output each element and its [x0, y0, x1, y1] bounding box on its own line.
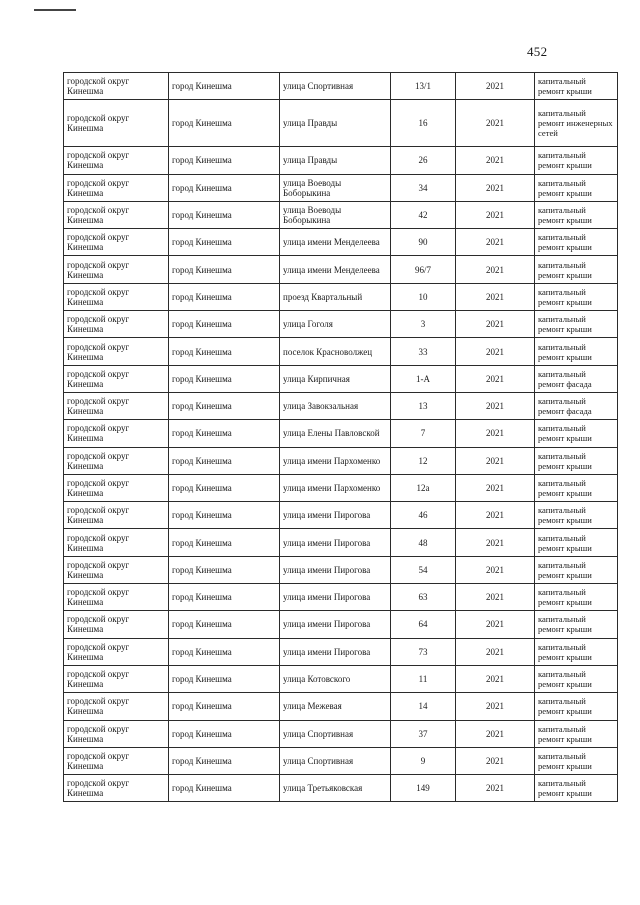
cell-district: городской округ Кинешма: [64, 611, 169, 638]
cell-district: городской округ Кинешма: [64, 174, 169, 201]
cell-street: улица имени Пирогова: [280, 556, 391, 583]
cell-city: город Кинешма: [169, 502, 280, 529]
table-row: [64, 338, 618, 365]
cell-district: городской округ Кинешма: [64, 147, 169, 174]
table-row: [64, 365, 618, 392]
cell-work-type: капитальный ремонт крыши: [535, 665, 618, 692]
table-row: [64, 256, 618, 283]
cell-district: городской округ Кинешма: [64, 338, 169, 365]
cell-district: городской округ Кинешма: [64, 665, 169, 692]
cell-district: городской округ Кинешма: [64, 100, 169, 147]
cell-work-type: капитальный ремонт крыши: [535, 529, 618, 556]
table-row: [64, 311, 618, 338]
cell-city: город Кинешма: [169, 775, 280, 802]
cell-city: город Кинешма: [169, 365, 280, 392]
cell-house-number: 13/1: [391, 73, 456, 100]
table-row: [64, 229, 618, 256]
cell-city: город Кинешма: [169, 447, 280, 474]
cell-house-number: 9: [391, 747, 456, 774]
cell-work-type: капитальный ремонт фасада: [535, 392, 618, 419]
cell-work-type: капитальный ремонт крыши: [535, 747, 618, 774]
table-row: [64, 747, 618, 774]
cell-street: улица Елены Павловской: [280, 420, 391, 447]
cell-year: 2021: [456, 556, 535, 583]
cell-street: улица имени Пархоменко: [280, 474, 391, 501]
top-left-mark: [34, 9, 76, 11]
cell-district: городской округ Кинешма: [64, 720, 169, 747]
cell-house-number: 12: [391, 447, 456, 474]
cell-year: 2021: [456, 283, 535, 310]
cell-house-number: 16: [391, 100, 456, 147]
cell-year: 2021: [456, 474, 535, 501]
cell-street: проезд Квартальный: [280, 283, 391, 310]
cell-house-number: 10: [391, 283, 456, 310]
cell-district: городской округ Кинешма: [64, 392, 169, 419]
cell-city: город Кинешма: [169, 311, 280, 338]
cell-year: 2021: [456, 311, 535, 338]
cell-house-number: 3: [391, 311, 456, 338]
cell-street: улица имени Пирогова: [280, 611, 391, 638]
table-row: [64, 665, 618, 692]
cell-work-type: капитальный ремонт крыши: [535, 338, 618, 365]
cell-house-number: 46: [391, 502, 456, 529]
cell-work-type: капитальный ремонт инженерных сетей: [535, 100, 618, 147]
cell-district: городской округ Кинешма: [64, 693, 169, 720]
cell-city: город Кинешма: [169, 638, 280, 665]
cell-district: городской округ Кинешма: [64, 529, 169, 556]
cell-street: улица имени Пирогова: [280, 584, 391, 611]
cell-street: улица имени Пирогова: [280, 502, 391, 529]
cell-street: улица Гоголя: [280, 311, 391, 338]
table-row: [64, 147, 618, 174]
cell-work-type: капитальный ремонт крыши: [535, 693, 618, 720]
cell-work-type: капитальный ремонт крыши: [535, 638, 618, 665]
cell-year: 2021: [456, 447, 535, 474]
cell-district: городской округ Кинешма: [64, 73, 169, 100]
table-row: [64, 73, 618, 100]
cell-house-number: 48: [391, 529, 456, 556]
cell-house-number: 63: [391, 584, 456, 611]
cell-house-number: 42: [391, 201, 456, 228]
cell-year: 2021: [456, 365, 535, 392]
cell-street: улица Спортивная: [280, 720, 391, 747]
cell-year: 2021: [456, 693, 535, 720]
cell-street: улица имени Менделеева: [280, 229, 391, 256]
table-row: [64, 283, 618, 310]
cell-city: город Кинешма: [169, 584, 280, 611]
cell-district: городской округ Кинешма: [64, 747, 169, 774]
cell-city: город Кинешма: [169, 747, 280, 774]
cell-year: 2021: [456, 584, 535, 611]
cell-work-type: капитальный ремонт крыши: [535, 201, 618, 228]
cell-district: городской округ Кинешма: [64, 474, 169, 501]
cell-house-number: 96/7: [391, 256, 456, 283]
cell-city: город Кинешма: [169, 229, 280, 256]
cell-work-type: капитальный ремонт крыши: [535, 611, 618, 638]
table-row: [64, 775, 618, 802]
cell-year: 2021: [456, 420, 535, 447]
cell-work-type: капитальный ремонт крыши: [535, 775, 618, 802]
cell-year: 2021: [456, 502, 535, 529]
cell-street: поселок Красноволжец: [280, 338, 391, 365]
cell-work-type: капитальный ремонт крыши: [535, 174, 618, 201]
cell-year: 2021: [456, 638, 535, 665]
table-row: [64, 420, 618, 447]
cell-street: улица Межевая: [280, 693, 391, 720]
table-row: [64, 174, 618, 201]
cell-year: 2021: [456, 338, 535, 365]
cell-year: 2021: [456, 201, 535, 228]
cell-city: город Кинешма: [169, 665, 280, 692]
cell-year: 2021: [456, 611, 535, 638]
table-row: [64, 529, 618, 556]
cell-house-number: 12а: [391, 474, 456, 501]
cell-year: 2021: [456, 775, 535, 802]
cell-city: город Кинешма: [169, 693, 280, 720]
table-row: [64, 638, 618, 665]
cell-house-number: 33: [391, 338, 456, 365]
cell-work-type: капитальный ремонт крыши: [535, 502, 618, 529]
cell-city: город Кинешма: [169, 100, 280, 147]
cell-work-type: капитальный ремонт крыши: [535, 311, 618, 338]
cell-work-type: капитальный ремонт крыши: [535, 229, 618, 256]
cell-city: город Кинешма: [169, 174, 280, 201]
cell-work-type: капитальный ремонт крыши: [535, 283, 618, 310]
cell-year: 2021: [456, 392, 535, 419]
cell-house-number: 54: [391, 556, 456, 583]
cell-district: городской округ Кинешма: [64, 311, 169, 338]
cell-year: 2021: [456, 174, 535, 201]
cell-street: улица Правды: [280, 147, 391, 174]
table-row: [64, 693, 618, 720]
cell-work-type: капитальный ремонт крыши: [535, 420, 618, 447]
cell-year: 2021: [456, 229, 535, 256]
cell-year: 2021: [456, 720, 535, 747]
cell-street: улица Воеводы Боборыкина: [280, 174, 391, 201]
cell-year: 2021: [456, 256, 535, 283]
cell-district: городской округ Кинешма: [64, 447, 169, 474]
table-row: [64, 584, 618, 611]
cell-house-number: 149: [391, 775, 456, 802]
table-row: [64, 611, 618, 638]
cell-street: улица Третьяковская: [280, 775, 391, 802]
cell-district: городской округ Кинешма: [64, 638, 169, 665]
cell-district: городской округ Кинешма: [64, 556, 169, 583]
cell-city: город Кинешма: [169, 283, 280, 310]
cell-house-number: 90: [391, 229, 456, 256]
repair-schedule-table: [63, 72, 618, 802]
cell-house-number: 64: [391, 611, 456, 638]
cell-street: улица Спортивная: [280, 73, 391, 100]
cell-street: улица имени Пирогова: [280, 638, 391, 665]
cell-house-number: 14: [391, 693, 456, 720]
cell-house-number: 26: [391, 147, 456, 174]
cell-street: улица Воеводы Боборыкина: [280, 201, 391, 228]
table-row: [64, 201, 618, 228]
cell-work-type: капитальный ремонт крыши: [535, 556, 618, 583]
cell-work-type: капитальный ремонт крыши: [535, 256, 618, 283]
cell-city: город Кинешма: [169, 556, 280, 583]
cell-street: улица Правды: [280, 100, 391, 147]
cell-work-type: капитальный ремонт фасада: [535, 365, 618, 392]
table-row: [64, 720, 618, 747]
cell-year: 2021: [456, 747, 535, 774]
cell-street: улица Кирпичная: [280, 365, 391, 392]
cell-street: улица Котовского: [280, 665, 391, 692]
cell-district: городской округ Кинешма: [64, 283, 169, 310]
cell-street: улица имени Пирогова: [280, 529, 391, 556]
cell-work-type: капитальный ремонт крыши: [535, 720, 618, 747]
table-row: [64, 447, 618, 474]
cell-city: город Кинешма: [169, 73, 280, 100]
cell-district: городской округ Кинешма: [64, 584, 169, 611]
table-row: [64, 474, 618, 501]
cell-house-number: 34: [391, 174, 456, 201]
cell-city: город Кинешма: [169, 474, 280, 501]
cell-city: город Кинешма: [169, 338, 280, 365]
cell-street: улица имени Пархоменко: [280, 447, 391, 474]
cell-house-number: 13: [391, 392, 456, 419]
cell-city: город Кинешма: [169, 201, 280, 228]
table-row: [64, 556, 618, 583]
cell-year: 2021: [456, 147, 535, 174]
cell-district: городской округ Кинешма: [64, 502, 169, 529]
cell-house-number: 1-А: [391, 365, 456, 392]
cell-district: городской округ Кинешма: [64, 229, 169, 256]
table-row: [64, 502, 618, 529]
page-number: 452: [527, 44, 548, 59]
cell-district: городской округ Кинешма: [64, 775, 169, 802]
cell-work-type: капитальный ремонт крыши: [535, 447, 618, 474]
cell-city: город Кинешма: [169, 611, 280, 638]
cell-city: город Кинешма: [169, 256, 280, 283]
cell-district: городской округ Кинешма: [64, 420, 169, 447]
cell-district: городской округ Кинешма: [64, 201, 169, 228]
cell-work-type: капитальный ремонт крыши: [535, 73, 618, 100]
cell-street: улица Спортивная: [280, 747, 391, 774]
cell-house-number: 73: [391, 638, 456, 665]
cell-street: улица имени Менделеева: [280, 256, 391, 283]
cell-work-type: капитальный ремонт крыши: [535, 584, 618, 611]
cell-city: город Кинешма: [169, 392, 280, 419]
cell-work-type: капитальный ремонт крыши: [535, 147, 618, 174]
cell-street: улица Завокзальная: [280, 392, 391, 419]
cell-year: 2021: [456, 73, 535, 100]
table-row: [64, 100, 618, 147]
table-row: [64, 392, 618, 419]
table-body: [64, 73, 618, 802]
cell-district: городской округ Кинешма: [64, 256, 169, 283]
cell-year: 2021: [456, 100, 535, 147]
cell-city: город Кинешма: [169, 147, 280, 174]
cell-district: городской округ Кинешма: [64, 365, 169, 392]
cell-house-number: 7: [391, 420, 456, 447]
cell-work-type: капитальный ремонт крыши: [535, 474, 618, 501]
cell-city: город Кинешма: [169, 720, 280, 747]
cell-city: город Кинешма: [169, 420, 280, 447]
cell-year: 2021: [456, 529, 535, 556]
cell-year: 2021: [456, 665, 535, 692]
cell-house-number: 11: [391, 665, 456, 692]
cell-house-number: 37: [391, 720, 456, 747]
cell-city: город Кинешма: [169, 529, 280, 556]
